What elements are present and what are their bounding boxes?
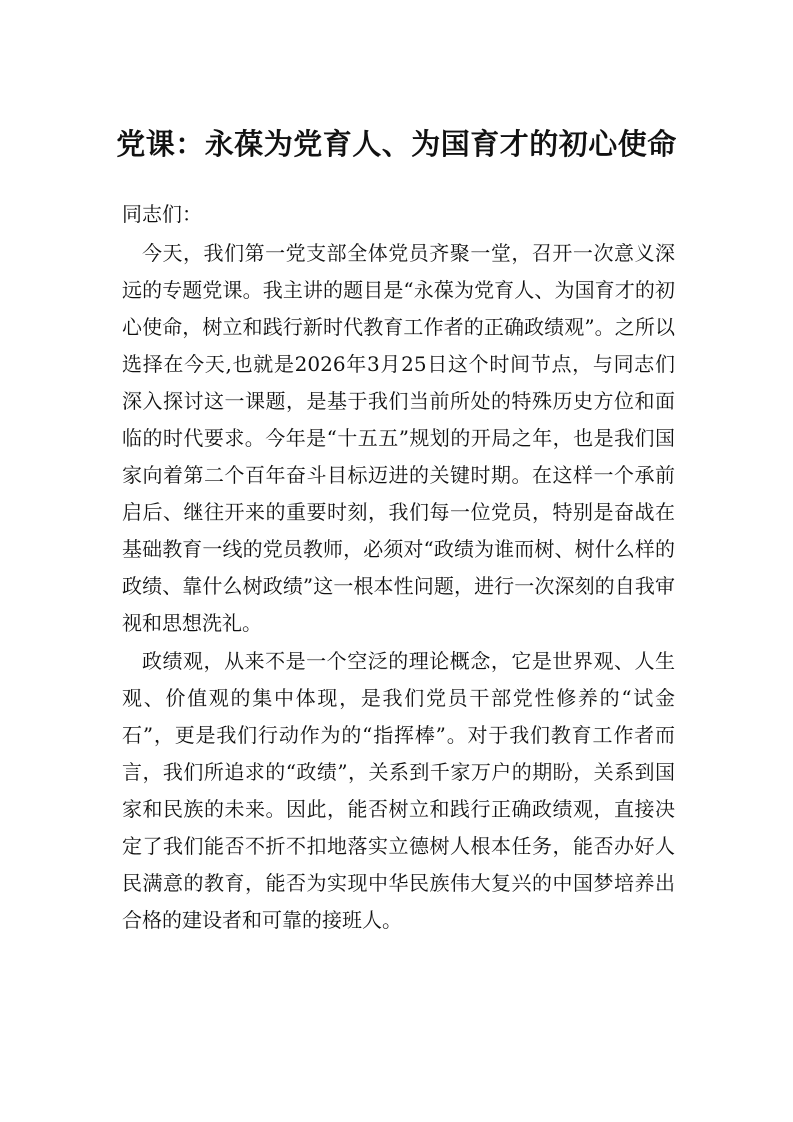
salutation: 同志们： — [122, 202, 202, 226]
document-body — [122, 196, 675, 940]
paragraph-1: 今天，我们第一党支部全体党员齐聚一堂，召开一次意义深远的专题党课。我主讲的题目是“永葆为党育人、为国育才的初心使命，树立和践行新时代教育工作者的正确政绩观”。之所以选择在今天,也就是2026年3月25日这个时间节点，与同志们深入探讨这一课题，是基于我们当前所处的特殊历史方位和面临的时代要求。今年是“十五五”规划的开局之年，也是我们国家向着第二个百年奋斗目标迈进的关键时期。在这样一个承前启后、继往开来的重要时刻，我们每一位党员，特别是奋战在基础教育一线的党员教师，必须对“政绩为谁而树、树什么样的政绩、靠什么树政绩”这一根本性问题，进行一次深刻的自我审视和思想洗礼。 — [122, 241, 675, 635]
paragraph-2: 政绩观，从来不是一个空泛的理论概念，它是世界观、人生观、价值观的集中体现，是我们党员干部党性修养的“试金石”，更是我们行动作为的“指挥棒”。对于我们教育工作者而言，我们所追求的“政绩”，关系到千家万户的期盼，关系到国家和民族的未来。因此，能否树立和践行正确政绩观，直接决定了我们能否不折不扣地落实立德树人根本任务，能否办好人民满意的教育，能否为实现中华民族伟大复兴的中国梦培养出合格的建设者和可靠的接班人。 — [122, 649, 675, 932]
document-title: 党课：永葆为党育人、为国育才的初心使命 — [116, 127, 677, 161]
